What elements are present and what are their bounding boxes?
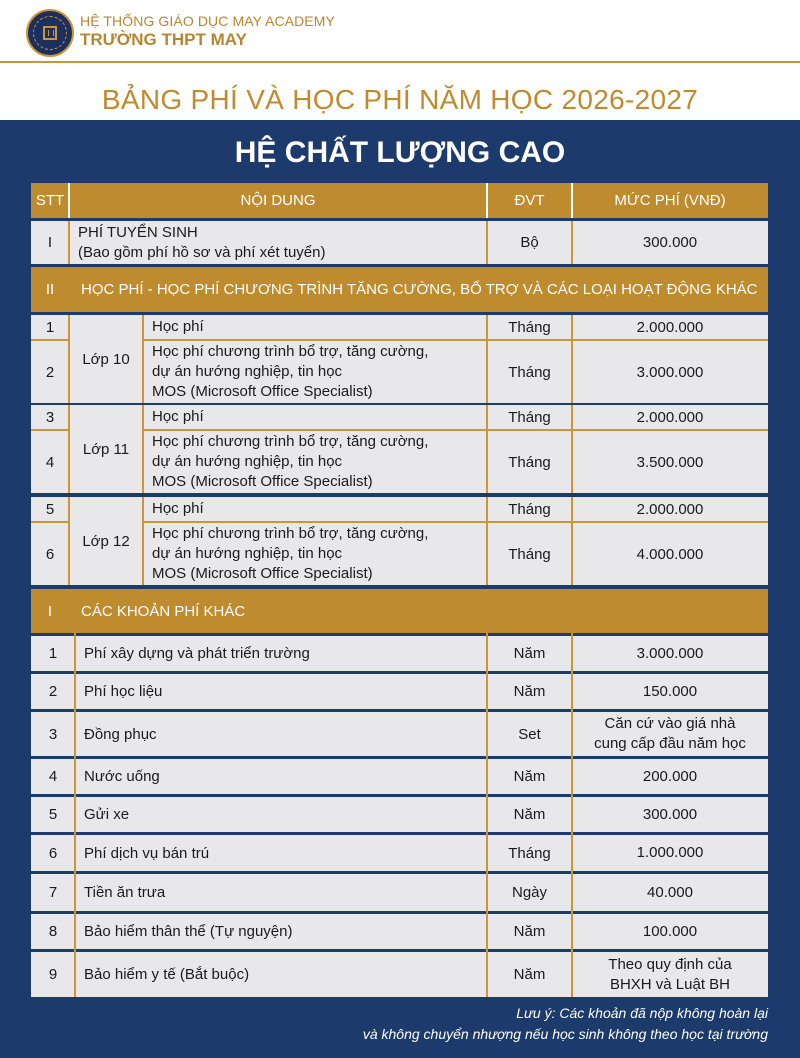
row-fee-text: [594, 714, 746, 754]
row-content: [143, 431, 487, 493]
row-fee: [572, 712, 768, 756]
col-divider: [74, 633, 76, 997]
row-content: Phí học liệu: [75, 674, 487, 709]
header-fee: MỨC PHÍ (VNĐ): [614, 192, 726, 209]
admission-text: [78, 223, 325, 263]
row-content: Gửi xe: [75, 797, 487, 832]
row-unit: Tháng: [487, 405, 572, 429]
admission-fee: 300.000: [572, 221, 768, 264]
section-3-title: CÁC KHOẢN PHÍ KHÁC: [81, 602, 246, 620]
row-stt: 1: [31, 636, 75, 671]
col-divider: [571, 633, 573, 997]
school-logo-icon: [26, 9, 74, 57]
row-fee-text-line: cung cấp đầu năm học: [594, 735, 746, 752]
row-divider: [143, 429, 768, 431]
row-content-text-line: Học phí: [152, 500, 204, 517]
row-unit: Tháng: [487, 315, 572, 339]
col-divider: [571, 405, 573, 493]
col-divider: [68, 405, 70, 493]
row-content-text-line: dự án hướng nghiệp, tin học: [152, 453, 343, 470]
admission-stt: I: [31, 221, 69, 264]
row-stt: 5: [31, 497, 69, 521]
header-divider: [68, 183, 70, 218]
row-content-text-line: MOS (Microsoft Office Specialist): [152, 383, 373, 400]
row-content-text-line: dự án hướng nghiệp, tin học: [152, 545, 343, 562]
row-fee-text-line: Căn cứ vào giá nhà: [604, 715, 736, 732]
section-2-number: II: [45, 281, 55, 298]
row-content: Phí dịch vụ bán trú: [75, 835, 487, 871]
col-divider: [486, 633, 488, 997]
row-fee-text: [608, 955, 731, 995]
row-fee-text-line: 1.000.000: [636, 844, 704, 861]
col-divider: [68, 315, 70, 403]
row-fee-text-line: 200.000: [642, 767, 698, 785]
grade-label: Lớp 12: [69, 497, 143, 585]
row-stt: 3: [31, 712, 75, 756]
row-fee-text: [637, 644, 704, 664]
row-content: Nước uống: [75, 759, 487, 794]
col-divider: [142, 315, 144, 403]
page-header: [0, 0, 800, 62]
row-fee-text-line: BHXH và Luật BH: [609, 975, 731, 993]
row-unit: Năm: [487, 674, 572, 709]
header-unit: ĐVT: [514, 192, 545, 209]
section-2-title: HỌC PHÍ - HỌC PHÍ CHƯƠNG TRÌNH TĂNG CƯỜNG, BỔ TRỢ VÀ CÁC LOẠI HOẠT ĐỘNG KHÁC: [81, 281, 758, 298]
row-stt: 4: [31, 759, 75, 794]
col-divider: [68, 497, 70, 585]
row-stt: 9: [31, 952, 75, 997]
row-fee-text: [643, 682, 697, 702]
row-fee: 4.000.000: [572, 523, 768, 585]
document-title: BẢNG PHÍ VÀ HỌC PHÍ NĂM HỌC 2026-2027: [101, 84, 699, 115]
row-fee: 2.000.000: [572, 405, 768, 429]
row-unit: Năm: [487, 636, 572, 671]
row-unit: Tháng: [487, 835, 572, 871]
admission-content: [69, 221, 487, 264]
row-fee: [572, 674, 768, 709]
row-fee: 2.000.000: [572, 315, 768, 339]
row-stt: 3: [31, 405, 69, 429]
row-content-text-line: Học phí chương trình bổ trợ, tăng cường,: [152, 343, 429, 360]
col-divider: [68, 221, 70, 264]
row-content: [143, 497, 487, 521]
row-stt: 2: [31, 341, 69, 403]
row-fee: 3.000.000: [572, 341, 768, 403]
row-divider: [31, 339, 69, 341]
logo-chip: [43, 26, 57, 40]
row-fee-text-line: 3.000.000: [636, 644, 704, 662]
row-stt: 4: [31, 431, 69, 493]
row-fee-text-line: Theo quy định của: [608, 955, 732, 973]
row-content-text-line: Học phí chương trình bổ trợ, tăng cường,: [152, 433, 429, 450]
row-stt: 6: [31, 835, 75, 871]
row-unit: Tháng: [487, 523, 572, 585]
row-unit: Tháng: [487, 341, 572, 403]
row-unit: Set: [487, 712, 572, 756]
row-unit: Năm: [487, 914, 572, 949]
row-fee-text: [643, 922, 697, 942]
row-unit: Ngày: [487, 874, 572, 911]
row-fee: [572, 636, 768, 671]
col-divider: [486, 315, 488, 403]
row-content-text-line: Học phí: [152, 408, 204, 425]
row-fee-text: [637, 843, 704, 863]
row-content: [143, 341, 487, 403]
row-fee-text-line: 150.000: [642, 682, 698, 700]
row-content-text-line: MOS (Microsoft Office Specialist): [152, 473, 373, 490]
col-divider: [486, 497, 488, 585]
footnote-line-1: Lưu ý: Các khoản đã nộp không hoàn lại: [516, 1005, 768, 1021]
footnote: [363, 1003, 768, 1045]
row-content-text: [152, 407, 204, 427]
col-divider: [486, 221, 488, 264]
admission-text-line: (Bao gồm phí hồ sơ và phí xét tuyển): [78, 243, 326, 261]
footnote-line-2: và không chuyển nhượng nếu học sinh không theo học tại trường: [362, 1026, 768, 1042]
row-fee-text: [643, 767, 697, 787]
col-divider: [571, 497, 573, 585]
header-divider: [0, 61, 800, 63]
row-fee: [572, 874, 768, 911]
row-content: [143, 315, 487, 339]
row-content: Đồng phục: [75, 712, 487, 756]
row-unit: Năm: [487, 952, 572, 997]
row-unit: Năm: [487, 797, 572, 832]
program-title: HỆ CHẤT LƯỢNG CAO: [234, 136, 566, 169]
row-content: Bảo hiểm thân thể (Tự nguyện): [75, 914, 487, 949]
row-stt: 8: [31, 914, 75, 949]
row-fee: [572, 797, 768, 832]
row-fee-text-line: 40.000: [647, 883, 693, 901]
row-stt: 5: [31, 797, 75, 832]
row-divider: [143, 521, 768, 523]
row-fee: [572, 914, 768, 949]
row-fee-text: [643, 805, 697, 825]
header-stt: STT: [35, 192, 65, 209]
row-content-text-line: Học phí: [152, 318, 204, 335]
row-fee-text-line: 100.000: [642, 922, 698, 940]
row-fee: 3.500.000: [572, 431, 768, 493]
row-stt: 6: [31, 523, 69, 585]
header-divider: [571, 183, 573, 218]
row-content-text: [152, 499, 204, 519]
row-content-text-line: Học phí chương trình bổ trợ, tăng cường,: [152, 525, 429, 542]
row-unit: Năm: [487, 759, 572, 794]
header-content: NỘI DUNG: [240, 192, 316, 209]
col-divider: [142, 497, 144, 585]
admission-unit: Bộ: [487, 221, 572, 264]
grade-label: Lớp 10: [69, 315, 143, 403]
row-content-text-line: dự án hướng nghiệp, tin học: [152, 363, 343, 380]
row-fee: [572, 759, 768, 794]
row-content-text: [152, 524, 428, 584]
row-fee-text-line: 300.000: [642, 805, 698, 823]
col-divider: [486, 405, 488, 493]
row-divider: [31, 429, 69, 431]
row-divider: [143, 339, 768, 341]
row-content: [143, 405, 487, 429]
header-divider: [486, 183, 488, 218]
row-unit: Tháng: [487, 431, 572, 493]
row-content-text: [152, 317, 204, 337]
row-divider: [31, 521, 69, 523]
row-content: Bảo hiểm y tế (Bắt buộc): [75, 952, 487, 997]
row-fee: [572, 835, 768, 871]
col-divider: [571, 315, 573, 403]
org-name: HỆ THỐNG GIÁO DỤC MAY ACADEMY: [80, 13, 335, 29]
row-content: [143, 523, 487, 585]
admission-text-line: PHÍ TUYỂN SINH: [78, 223, 198, 241]
row-content: Tiền ăn trưa: [75, 874, 487, 911]
school-name: TRƯỜNG THPT MAY: [80, 30, 247, 49]
row-fee-text: [647, 883, 693, 903]
row-content: Phí xây dựng và phát triển trường: [75, 636, 487, 671]
grade-label: Lớp 11: [69, 405, 143, 493]
row-unit: Tháng: [487, 497, 572, 521]
row-stt: 1: [31, 315, 69, 339]
row-stt: 2: [31, 674, 75, 709]
section-3-number: I: [47, 602, 53, 620]
col-divider: [142, 405, 144, 493]
row-content-text: [152, 342, 428, 402]
row-fee: 2.000.000: [572, 497, 768, 521]
row-content-text-line: MOS (Microsoft Office Specialist): [152, 565, 373, 582]
row-fee: [572, 952, 768, 997]
row-stt: 7: [31, 874, 75, 911]
col-divider: [571, 221, 573, 264]
row-content-text: [152, 432, 428, 492]
